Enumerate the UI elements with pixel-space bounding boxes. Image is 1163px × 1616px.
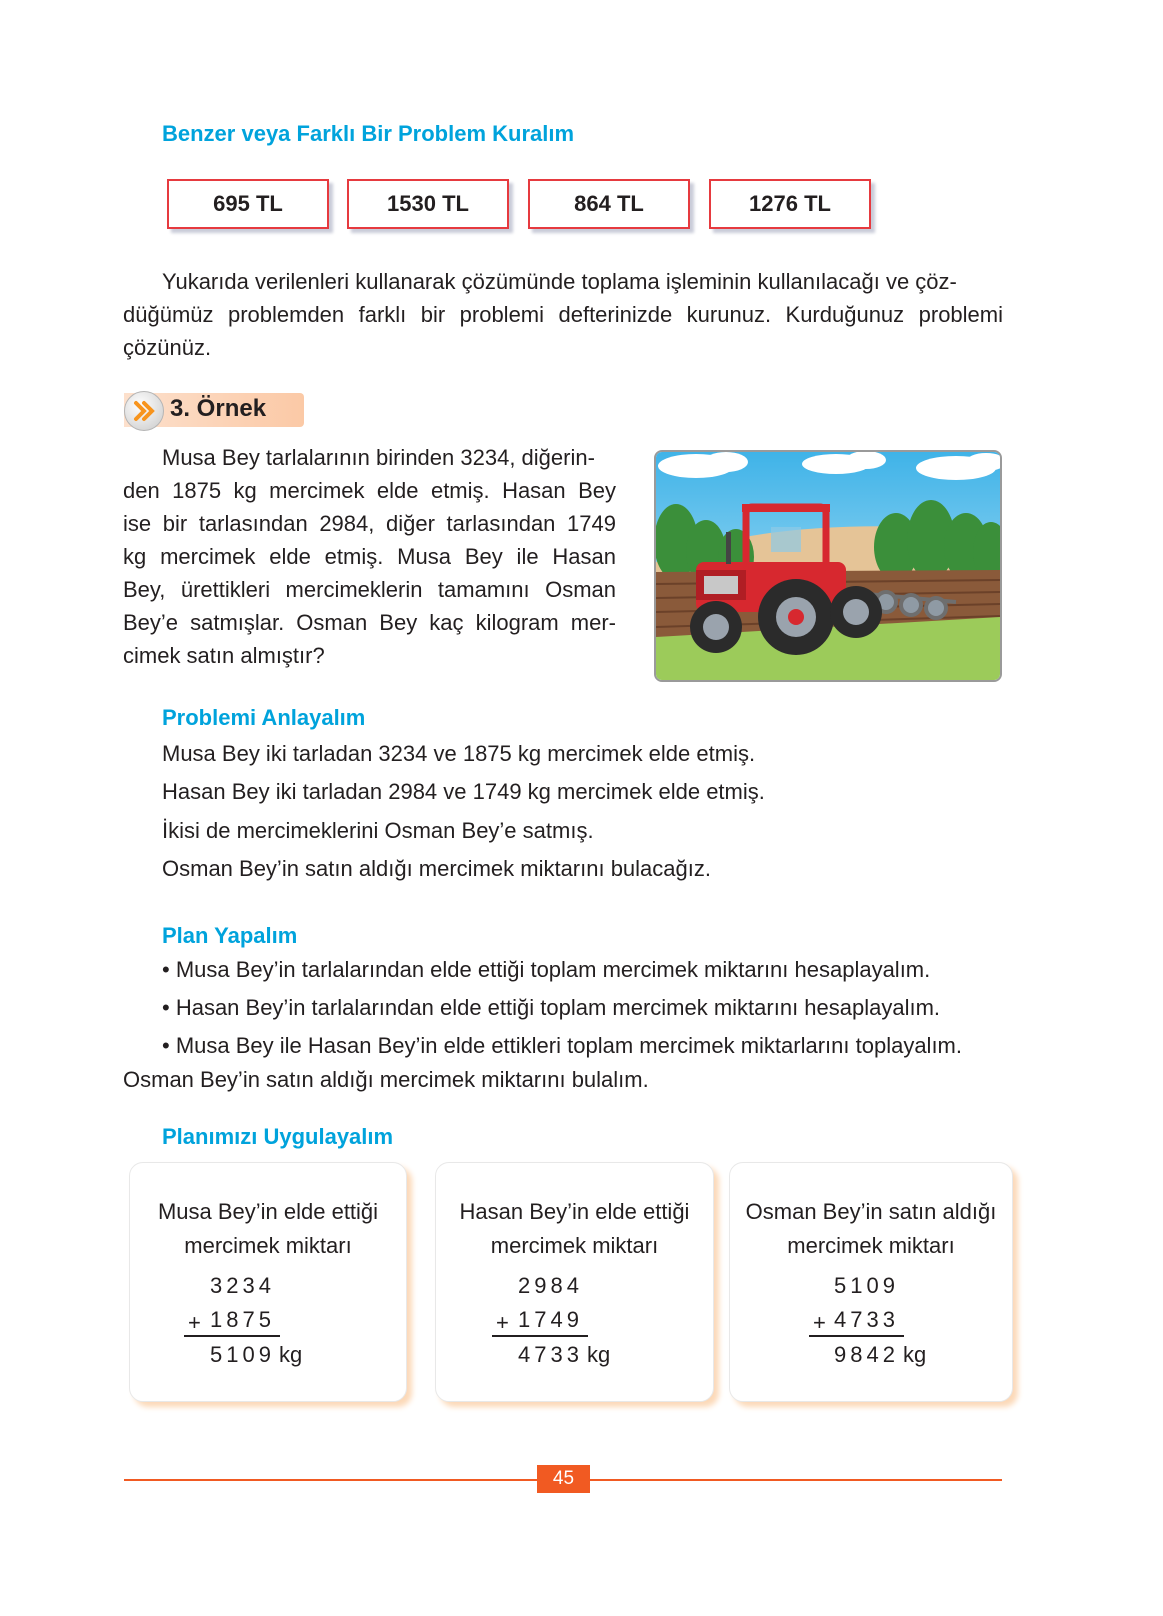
paragraph-line: çözünüz. bbox=[123, 335, 212, 360]
card-title bbox=[436, 1195, 713, 1263]
problem-line: cimek satın almıştır? bbox=[123, 643, 325, 668]
plus-sign: + bbox=[496, 1310, 509, 1335]
plan-line: Osman Bey’in satın aldığı mercimek miktarını bulalım. bbox=[123, 1067, 649, 1092]
example-label: 3. Örnek bbox=[170, 395, 267, 422]
addend-1: 2984 bbox=[518, 1273, 583, 1298]
plus-sign: + bbox=[188, 1310, 201, 1335]
footer-line-left bbox=[124, 1479, 537, 1481]
plan-line: • Hasan Bey’in tarlalarından elde ettiği toplam mercimek miktarını hesaplayalım. bbox=[162, 995, 941, 1020]
understand-line: İkisi de mercimeklerini Osman Bey’e satmış. bbox=[162, 818, 594, 843]
sum-value: 5109 bbox=[210, 1342, 275, 1367]
calc-card-hasan bbox=[435, 1162, 714, 1402]
section-heading-problem: Benzer veya Farklı Bir Problem Kuralım bbox=[162, 121, 575, 146]
sum-value: 4733 bbox=[518, 1342, 583, 1367]
card-title bbox=[730, 1195, 1012, 1263]
page-number: 45 bbox=[537, 1465, 590, 1493]
unit-label: kg bbox=[279, 1342, 303, 1367]
problem-line: Musa Bey tarlalarının birinden 3234, diğerin- bbox=[162, 445, 595, 470]
section-heading-understand: Problemi Anlayalım bbox=[162, 705, 366, 730]
card-title-line: mercimek miktarı bbox=[787, 1233, 955, 1258]
unit-label: kg bbox=[587, 1342, 611, 1367]
price-box bbox=[347, 179, 509, 229]
paragraph-line: Yukarıda verilenleri kullanarak çözümünde toplama işleminin kullanılacağı ve çöz- bbox=[162, 269, 957, 294]
problem-line: Bey’e satmışlar. Osman Bey kaç kilogram mer- bbox=[123, 610, 616, 635]
addend-2: 1749 bbox=[518, 1307, 583, 1332]
price-label: 1276 TL bbox=[749, 191, 831, 216]
sum-rule bbox=[492, 1335, 588, 1337]
addend-2: 1875 bbox=[210, 1307, 275, 1332]
sum-rule bbox=[184, 1335, 280, 1337]
price-box bbox=[709, 179, 871, 229]
card-title-line: Musa Bey’in elde ettiği bbox=[157, 1199, 379, 1224]
card-title-line: mercimek miktarı bbox=[490, 1233, 659, 1258]
card-title-line: Osman Bey’in satın aldığı bbox=[745, 1199, 997, 1224]
addend-2: 4733 bbox=[834, 1307, 899, 1332]
tractor-illustration bbox=[654, 450, 1002, 682]
plus-sign: + bbox=[813, 1310, 826, 1335]
calc-card-musa bbox=[129, 1162, 407, 1402]
problem-line: kg mercimek elde etmiş. Musa Bey ile Hasan bbox=[123, 544, 616, 569]
understand-line: Musa Bey iki tarladan 3234 ve 1875 kg mercimek elde etmiş. bbox=[162, 741, 756, 766]
double-chevron-icon bbox=[124, 391, 164, 431]
problem-line: Bey, ürettikleri mercimeklerin tamamını Osman bbox=[123, 577, 616, 602]
plan-line: • Musa Bey’in tarlalarından elde ettiği toplam mercimek miktarını hesaplayalım. bbox=[162, 957, 931, 982]
sum-rule bbox=[809, 1335, 904, 1337]
section-heading-plan: Plan Yapalım bbox=[162, 923, 298, 948]
price-box bbox=[167, 179, 329, 229]
card-title-line: Hasan Bey’in elde ettiği bbox=[459, 1199, 690, 1224]
problem-line: ise bir tarlasından 2984, diğer tarlasından 1749 bbox=[123, 511, 616, 536]
card-title-line: mercimek miktarı bbox=[184, 1233, 352, 1258]
addend-1: 5109 bbox=[834, 1273, 899, 1298]
sum-value: 9842 bbox=[834, 1342, 899, 1367]
calc-card-osman bbox=[729, 1162, 1013, 1402]
addend-1: 3234 bbox=[210, 1273, 275, 1298]
understand-line: Hasan Bey iki tarladan 2984 ve 1749 kg mercimek elde etmiş. bbox=[162, 779, 765, 804]
price-label: 695 TL bbox=[213, 191, 283, 216]
price-label: 1530 TL bbox=[387, 191, 469, 216]
card-title bbox=[130, 1195, 406, 1263]
plan-line: • Musa Bey ile Hasan Bey’in elde ettikleri toplam mercimek miktarlarını toplayalım. bbox=[162, 1033, 962, 1058]
price-box bbox=[528, 179, 690, 229]
tractor-image bbox=[656, 452, 1000, 680]
problem-line: den 1875 kg mercimek elde etmiş. Hasan Bey bbox=[123, 478, 616, 503]
paragraph-line: düğümüz problemden farklı bir problemi defterinizde kurunuz. Kurduğunuz problemi bbox=[123, 302, 1003, 327]
footer-line-right bbox=[590, 1479, 1002, 1481]
understand-line: Osman Bey’in satın aldığı mercimek miktarını bulacağız. bbox=[162, 856, 711, 881]
section-heading-apply: Planımızı Uygulayalım bbox=[162, 1124, 394, 1149]
unit-label: kg bbox=[903, 1342, 927, 1367]
price-label: 864 TL bbox=[574, 191, 644, 216]
